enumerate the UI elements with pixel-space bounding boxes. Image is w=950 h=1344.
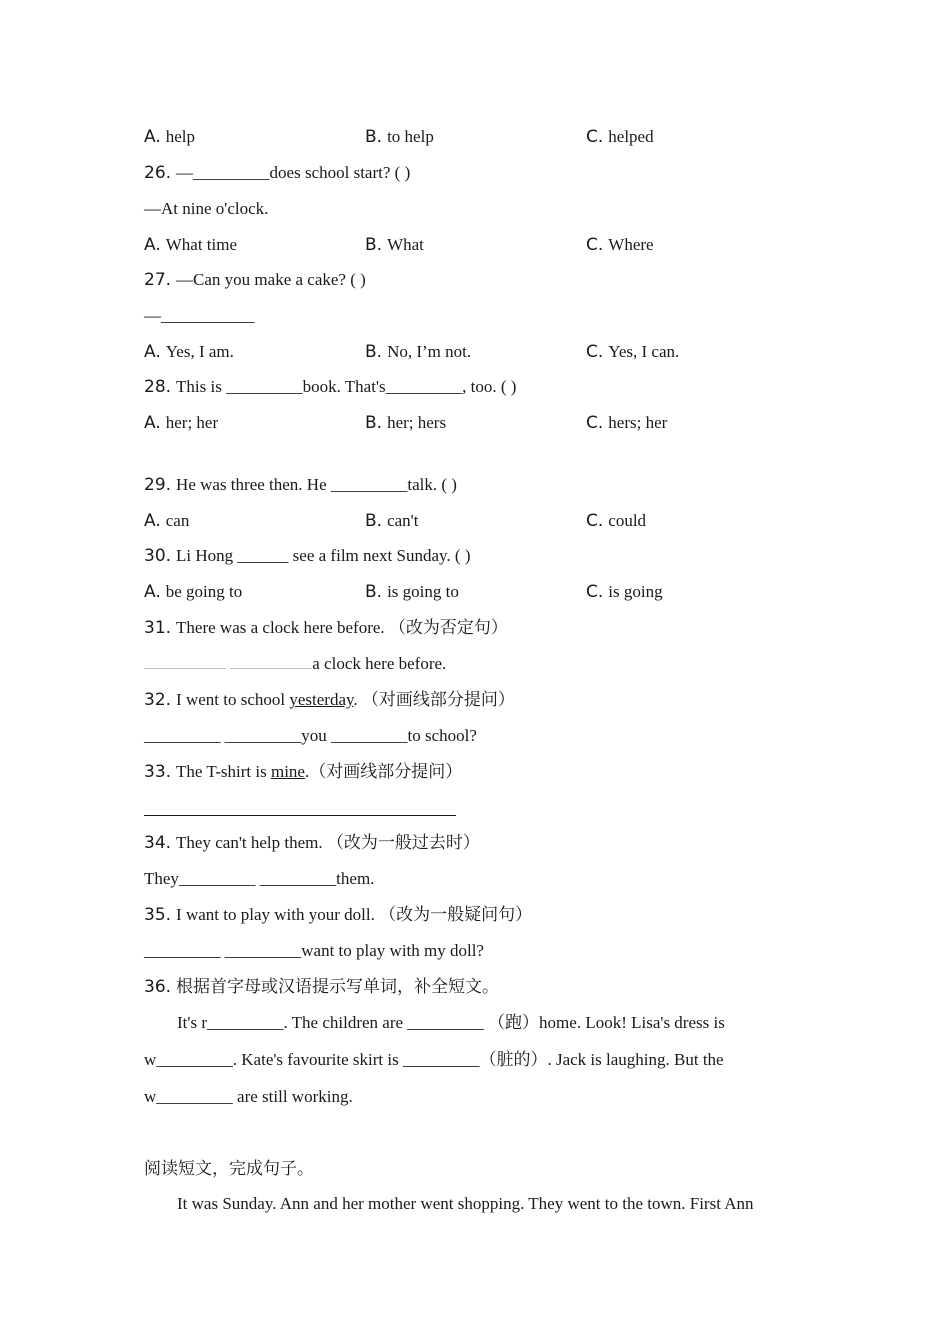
q29-option-b[interactable]: B. can't: [365, 511, 419, 531]
q35-answer[interactable]: _________ _________want to play with my doll?: [144, 941, 484, 960]
q27-answer[interactable]: —___________: [144, 306, 255, 325]
q36-paragraph-line-3[interactable]: w_________ are still working.: [144, 1087, 353, 1106]
q31-answer: a clock here before.: [144, 653, 446, 675]
q32-answer[interactable]: _________ _________you _________to school?: [144, 726, 477, 745]
q36-paragraph-line-2[interactable]: w_________. Kate's favourite skirt is _________（脏的）. Jack is laughing. But the: [144, 1050, 724, 1069]
q27-option-c[interactable]: C. Yes, I can.: [586, 342, 680, 362]
q29-question: 29. He was three then. He _________talk. ( ): [144, 475, 457, 495]
q28-option-c[interactable]: C. hers; her: [586, 413, 668, 433]
q25-option-b[interactable]: B. to help: [365, 127, 434, 147]
q36-question: 36. 根据首字母或汉语提示写单词，补全短文。: [144, 977, 500, 997]
q30-question: 30. Li Hong ______ see a film next Sunday. ( ): [144, 546, 471, 566]
q26-answer: —At nine o'clock.: [144, 199, 269, 218]
q26-question: 26. —_________does school start? ( ): [144, 163, 411, 183]
q26-option-c[interactable]: C. Where: [586, 235, 654, 255]
q30-option-a[interactable]: A. be going to: [144, 582, 243, 602]
reading-paragraph-line-1: It was Sunday. Ann and her mother went shopping. They went to the town. First Ann: [177, 1194, 754, 1213]
q36-paragraph-line-1[interactable]: It's r_________. The children are _________ （跑）home. Look! Lisa's dress is: [177, 1013, 725, 1032]
q31-blank-1[interactable]: [144, 668, 226, 669]
q31-question: 31. There was a clock here before. （改为否定句）: [144, 618, 508, 638]
q27-option-a[interactable]: A. Yes, I am.: [144, 342, 234, 362]
q32-underlined-word: yesterday: [289, 690, 354, 709]
q26-option-b[interactable]: B. What: [365, 235, 424, 255]
q25-option-a[interactable]: A. help: [144, 127, 196, 147]
q25-option-c[interactable]: C. helped: [586, 127, 654, 147]
reading-heading: 阅读短文，完成句子。: [144, 1159, 314, 1178]
q26-option-a[interactable]: A. What time: [144, 235, 238, 255]
q28-question: 28. This is _________book. That's_________, too. ( ): [144, 377, 517, 397]
q28-option-b[interactable]: B. her; hers: [365, 413, 447, 433]
q31-blank-2[interactable]: [230, 668, 312, 669]
q28-option-a[interactable]: A. her; her: [144, 413, 219, 433]
q32-question: 32. I went to school yesterday. （对画线部分提问）: [144, 690, 515, 710]
q29-option-c[interactable]: C. could: [586, 511, 647, 531]
q27-question: 27. —Can you make a cake? ( ): [144, 270, 366, 290]
q33-answer-line[interactable]: [144, 815, 456, 816]
q33-underlined-word: mine: [270, 762, 305, 781]
q30-option-b[interactable]: B. is going to: [365, 582, 459, 602]
q35-question: 35. I want to play with your doll. （改为一般疑问句）: [144, 905, 533, 925]
q29-option-a[interactable]: A. can: [144, 511, 190, 531]
q34-question: 34. They can't help them. （改为一般过去时）: [144, 833, 480, 853]
q30-option-c[interactable]: C. is going: [586, 582, 663, 602]
q33-question: 33. The T-shirt is mine.（对画线部分提问）: [144, 762, 463, 782]
q27-option-b[interactable]: B. No, I’m not.: [365, 342, 472, 362]
q34-answer[interactable]: They_________ _________them.: [144, 869, 375, 888]
